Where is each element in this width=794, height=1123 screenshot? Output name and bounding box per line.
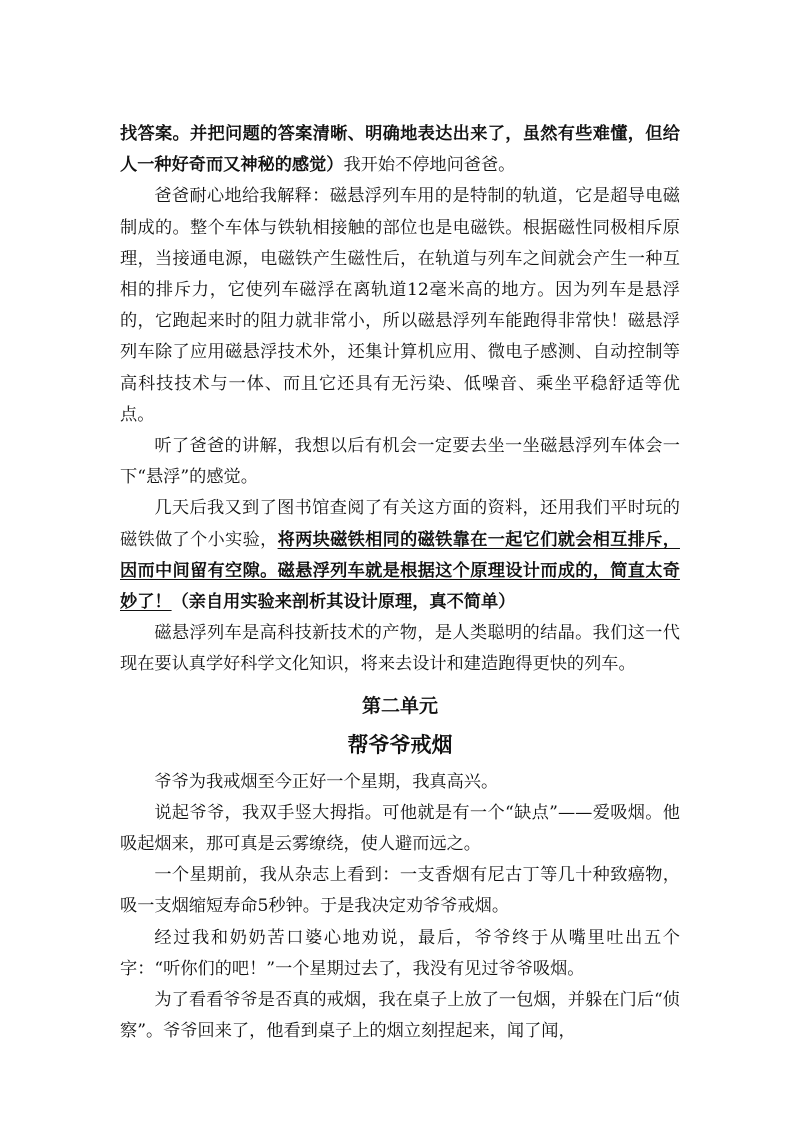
essay-paragraph-5: 为了看看爷爷是否真的戒烟，我在桌子上放了一包烟，并躲在门后“侦察”。爷爷回来了，他看到桌子上的烟立刻捏起来，闻了闻， bbox=[120, 990, 680, 1042]
underlined-passage: 将两块磁铁相同的磁铁靠在一起它们就会相互排斥，因而中间留有空隙。磁悬浮列车就是根据这个原理设计而成的，简直太奇妙了！ bbox=[120, 529, 680, 613]
paragraph-4 bbox=[120, 493, 680, 618]
essay-paragraph-3: 一个星期前，我从杂志上看到：一支香烟有尼古丁等几十种致癌物，吸一支烟缩短寿命5秒钟。于是我决定劝爷爷戒烟。 bbox=[120, 865, 680, 917]
teacher-comment-bold: 找答案。并把问题的答案清晰、明确地表达出来了，虽然有些难懂，但给人一种好奇而又神秘的感觉） bbox=[120, 124, 680, 176]
teacher-comment-bold-2: （亲自用实验来剖析其设计原理，真不简单） bbox=[171, 592, 516, 613]
paragraph-5: 磁悬浮列车是高科技新技术的产物，是人类聪明的结晶。我们这一代现在要认真学好科学文化知识，将来去设计和建造跑得更快的列车。 bbox=[120, 623, 680, 675]
essay-title: 帮爷爷戒烟 bbox=[347, 731, 453, 757]
paragraph-2: 爸爸耐心地给我解释：磁悬浮列车用的是特制的轨道，它是超导电磁制成的。整个车体与铁轨相接触的部位也是电磁铁。根据磁性同极相斥原理，当接通电源，电磁铁产生磁性后，在轨道与列车之间就会产生一种互相的排斥力，它使列车磁浮在离轨道12毫米高的地方。因为列车是悬浮的，它跑起来时的阻力就非常小，所以磁悬浮列车能跑得非常快！磁悬浮列车除了应用磁悬浮技术外，还集计算机应用、微电子感测、自动控制等高科技技术与一体、而且它还具有无污染、低噪音、乘坐平稳舒适等优点。 bbox=[120, 186, 680, 425]
paragraph-1 bbox=[120, 119, 680, 181]
document-body bbox=[120, 119, 680, 1047]
essay-paragraph-2: 说起爷爷，我双手竖大拇指。可他就是有一个“缺点”——爱吸烟。他吸起烟来，那可真是云雾缭绕，使人避而远之。 bbox=[120, 802, 680, 855]
paragraph-1-text: 我开始不停地问爸爸。 bbox=[343, 155, 516, 176]
section-heading: 第二单元 bbox=[361, 694, 438, 717]
paragraph-4-text: 几天后我又到了图书馆查阅了有关这方面的资料，还用我们平时玩的磁铁做了个小实验， bbox=[120, 498, 680, 550]
essay-paragraph-4: 经过我和奶奶苦口婆心地劝说，最后，爷爷终于从嘴里吐出五个字：“听你们的吧！”一个星期过去了，我没有见过爷爷吸烟。 bbox=[120, 927, 680, 979]
paragraph-3: 听了爸爸的讲解，我想以后有机会一定要去坐一坐磁悬浮列车体会一下“悬浮”的感觉。 bbox=[120, 436, 680, 488]
essay-paragraph-1: 爷爷为我戒烟至今正好一个星期，我真高兴。 bbox=[154, 771, 499, 792]
